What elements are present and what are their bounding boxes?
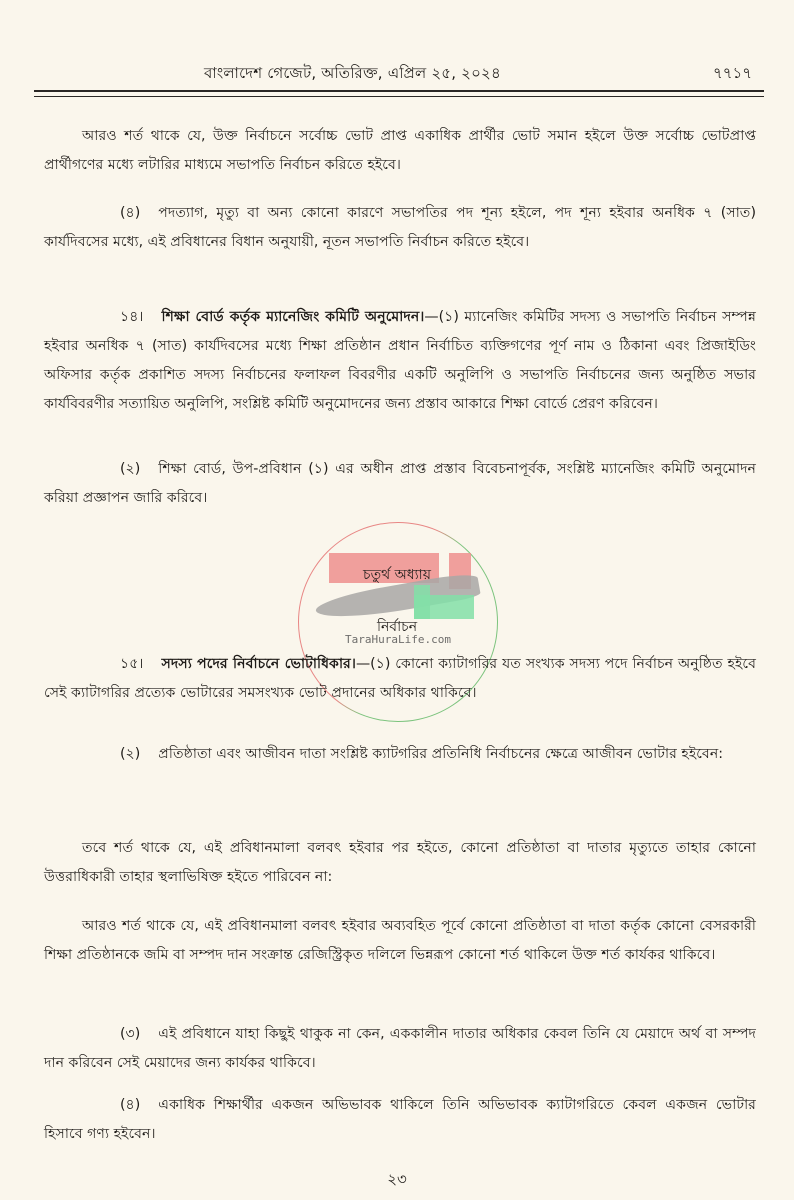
subsection-number: (৪) xyxy=(120,1097,141,1113)
page-header xyxy=(34,62,764,90)
subsection-text: পদত্যাগ, মৃত্যু বা অন্য কোনো কারণে সভাপতির পদ শূন্য হইলে, পদ শূন্য হইবার অনধিক ৭ (সাত) কার্যদিবসের মধ্যে, এই প্রবিধানের বিধান অনুযায়ী, নূতন সভাপতি নির্বাচন করিতে হইবে। xyxy=(44,205,756,250)
section-heading: সদস্য পদের নির্বাচনে ভোটাধিকার। xyxy=(161,656,356,672)
section-15-subsection-2 xyxy=(44,740,756,769)
section-14-paragraph xyxy=(44,303,756,419)
subsection-text: এই প্রবিধানে যাহা কিছুই থাকুক না কেন, এককালীন দাতার অধিকার কেবল তিনি যে মেয়াদে অর্থ বা সম্পদ দান করিবেন সেই মেয়াদের জন্য কার্যকর থাকিবে। xyxy=(44,1026,756,1071)
gazette-title: বাংলাদেশ গেজেট, অতিরিক্ত, এপ্রিল ২৫, ২০২৪ xyxy=(204,64,501,82)
proviso-text: তবে শর্ত থাকে যে, এই প্রবিধানমালা বলবৎ হইবার পর হইতে, কোনো প্রতিষ্ঠাতা বা দাতার মৃত্যুতে তাহার কোনো উত্তরাধিকারী তাহার স্থলাভিষিক্ত হইতে পারিবেন না: xyxy=(44,840,756,885)
subsection-text: শিক্ষা বোর্ড, উপ-প্রবিধান (১) এর অধীন প্রাপ্ত প্রস্তাব বিবেচনাপূর্বক, সংশ্লিষ্ট ম্যানেজিং কমিটি অনুমোদন করিয়া প্রজ্ঞাপন জারি করিবে। xyxy=(44,461,756,506)
header-rule-divider xyxy=(34,90,764,97)
section-number: ১৪। xyxy=(120,309,144,325)
subsection-text: প্রতিষ্ঠাতা এবং আজীবন দাতা সংশ্লিষ্ট ক্যাটগরির প্রতিনিধি নির্বাচনের ক্ষেত্রে আজীবন ভোটার হইবেন: xyxy=(158,746,724,762)
section-15-subsection-4 xyxy=(44,1091,756,1149)
subsection-number: (২) xyxy=(120,461,141,477)
proviso-text: আরও শর্ত থাকে যে, এই প্রবিধানমালা বলবৎ হইবার অব্যবহিত পূর্বে কোনো প্রতিষ্ঠাতা বা দাতা কর্তৃক কোনো বেসরকারী শিক্ষা প্রতিষ্ঠানকে জমি বা সম্পদ দান সংক্রান্ত রেজিস্ট্রিকৃত দলিলে ভিন্নরূপ কোনো শর্ত থাকিলে উক্ত শর্ত কার্যকর থাকিবে। xyxy=(44,918,756,963)
proviso-1-paragraph xyxy=(44,834,756,892)
subsection-4-paragraph xyxy=(44,199,756,257)
watermark-text: TaraHuraLife.com xyxy=(345,633,451,646)
subsection-number: (৩) xyxy=(120,1026,141,1042)
proviso-paragraph xyxy=(44,122,756,180)
chapter-title: চতুর্থ অধ্যায় xyxy=(363,567,431,583)
footer-page-number: ২৩ xyxy=(387,1170,407,1188)
chapter-subtitle: নির্বাচন xyxy=(376,619,418,635)
subsection-number: (৪) xyxy=(120,205,141,221)
proviso-text: আরও শর্ত থাকে যে, উক্ত নির্বাচনে সর্বোচ্চ ভোট প্রাপ্ত একাধিক প্রার্থীর ভোট সমান হইলে উক্ত সর্বোচ্চ ভোটপ্রাপ্ত প্রার্থীগণের মধ্যে লটারির মাধ্যমে সভাপতি নির্বাচন করিতে হইবে। xyxy=(44,128,756,173)
subsection-text: একাধিক শিক্ষার্থীর একজন অভিভাবক থাকিলে তিনি অভিভাবক ক্যাটাগরিতে কেবল একজন ভোটার হিসাবে গণ্য হইবেন। xyxy=(44,1097,756,1142)
section-heading: শিক্ষা বোর্ড কর্তৃক ম্যানেজিং কমিটি অনুমোদন। xyxy=(161,309,425,325)
section-14-subsection-2 xyxy=(44,455,756,513)
section-15-subsection-3 xyxy=(44,1020,756,1078)
section-number: ১৫। xyxy=(120,656,144,672)
section-text: —(১) ম্যানেজিং কমিটির সদস্য ও সভাপতি নির্বাচন সম্পন্ন হইবার অনধিক ৭ (সাত) কার্যদিবসের মধ্যে শিক্ষা প্রতিষ্ঠান প্রধান নির্বাচিত ব্যক্তিগণের পূর্ণ নাম ও ঠিকানা এবং প্রিজাইডিং অফিসার কর্তৃক প্রকাশিত সদস্য নির্বাচনের ফলাফল বিবরণীর একটি অনুলিপি ও সভাপতি নির্বাচনের জন্য অনুষ্ঠিত সভার কার্যবিবরণীর সত্যায়িত অনুলিপি, সংশ্লিষ্ট কমিটি অনুমোদনের জন্য প্রস্তাব আকারে শিক্ষা বোর্ডে প্রেরণ করিবেন। xyxy=(44,309,756,412)
header-page-number: ৭৭১৭ xyxy=(713,64,752,82)
proviso-2-paragraph xyxy=(44,912,756,970)
section-text: —(১) কোনো ক্যাটাগরির যত সংখ্যক সদস্য পদে নির্বাচন অনুষ্ঠিত হইবে সেই ক্যাটাগরির প্রত্যেক ভোটারের সমসংখ্যক ভোট প্রদানের অধিকার থাকিবে। xyxy=(44,656,756,701)
section-15-paragraph xyxy=(44,650,756,708)
subsection-number: (২) xyxy=(120,746,141,762)
